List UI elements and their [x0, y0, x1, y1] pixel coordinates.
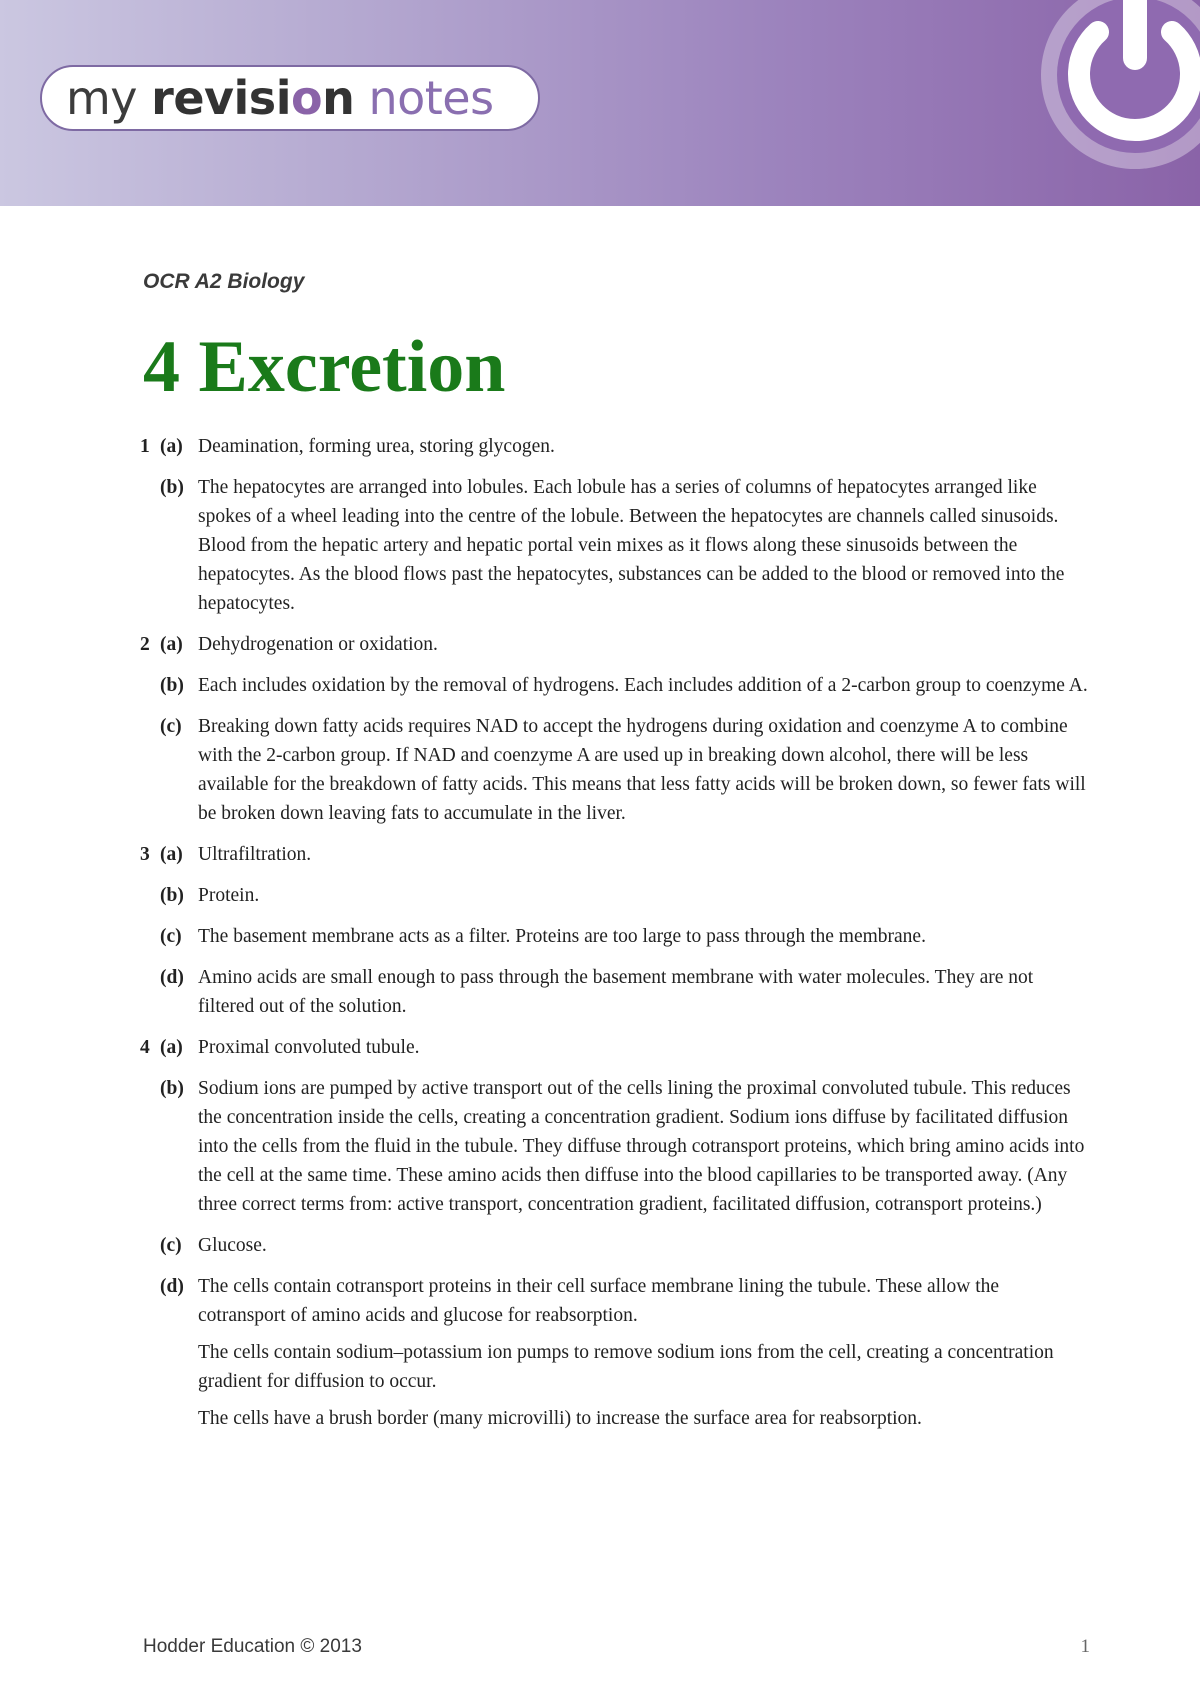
question-part: (a) — [160, 1037, 183, 1058]
question-number — [140, 473, 160, 618]
question-part: (b) — [160, 885, 184, 906]
question-part: (b) — [160, 477, 184, 498]
answer-paragraph: Deamination, forming urea, storing glycogen. — [198, 436, 555, 457]
question-part: (b) — [160, 1078, 184, 1099]
answer-text — [198, 432, 1090, 461]
question-number — [140, 1231, 160, 1260]
answer-item — [140, 963, 1090, 1021]
answer-paragraph: Dehydrogenation or oxidation. — [198, 634, 438, 655]
answer-text — [198, 1033, 1090, 1062]
subject-label: OCR A2 Biology — [143, 270, 305, 293]
question-number: 1 — [140, 436, 150, 457]
answer-paragraph: The cells contain sodium–potassium ion pumps to remove sodium ions from the cell, creating a concentration gradient for diffusion to occur. — [198, 1342, 1054, 1392]
question-number — [140, 671, 160, 700]
answer-text — [198, 840, 1090, 869]
answer-text — [198, 1231, 1090, 1260]
question-number: 4 — [140, 1037, 150, 1058]
footer-page-number: 1 — [1080, 1636, 1090, 1657]
question-number — [140, 712, 160, 828]
answer-paragraph: The cells have a brush border (many microvilli) to increase the surface area for reabsorption. — [198, 1408, 922, 1429]
brand-logo-text — [66, 71, 494, 125]
question-number — [140, 963, 160, 1021]
question-part: (a) — [160, 634, 183, 655]
answer-text — [198, 1272, 1090, 1433]
answer-item — [140, 432, 1090, 461]
answer-item — [140, 840, 1090, 869]
answer-text — [198, 922, 1090, 951]
question-number — [140, 1074, 160, 1219]
answer-text — [198, 671, 1090, 700]
question-part: (a) — [160, 436, 183, 457]
answers-list — [140, 432, 1090, 1445]
brand-logo — [40, 65, 540, 131]
answer-text — [198, 963, 1090, 1021]
logo-word-revision-end: n — [322, 71, 355, 125]
answer-item — [140, 1231, 1090, 1260]
answer-item — [140, 712, 1090, 828]
question-part: (c) — [160, 1235, 182, 1256]
answer-text — [198, 473, 1090, 618]
answer-text — [198, 881, 1090, 910]
answer-item — [140, 1033, 1090, 1062]
answer-paragraph: Glucose. — [198, 1235, 267, 1256]
question-number — [140, 881, 160, 910]
question-part: (b) — [160, 675, 184, 696]
answer-paragraph: Ultrafiltration. — [198, 844, 312, 865]
answer-item — [140, 1272, 1090, 1433]
answer-item — [140, 881, 1090, 910]
logo-power-o — [291, 71, 322, 125]
footer-publisher: Hodder Education © 2013 — [143, 1636, 362, 1657]
question-number: 2 — [140, 634, 150, 655]
answer-paragraph: Each includes oxidation by the removal of hydrogens. Each includes addition of a 2-carbon group to coenzyme A. — [198, 675, 1088, 696]
answer-paragraph: The basement membrane acts as a filter. Proteins are too large to pass through the membrane. — [198, 926, 926, 947]
answer-paragraph: The hepatocytes are arranged into lobules. Each lobule has a series of columns of hepatocytes arranged like spokes of a wheel leading into the centre of the lobule. Between the hepatocytes are channels called sinusoids. Blood from the hepatic artery and hepatic portal vein mixes as it flows along these sinusoids between the hepatocytes. As the blood flows past the hepatocytes, substances can be added to the blood or removed into the hepatocytes. — [198, 477, 1065, 614]
question-part: (d) — [160, 967, 184, 988]
logo-word-notes: notes — [368, 71, 494, 125]
answer-paragraph: Sodium ions are pumped by active transport out of the cells lining the proximal convoluted tubule. This reduces the concentration inside the cells, creating a concentration gradient. Sodium ions diffuse by facilitated diffusion into the cells from the fluid in the tubule. They diffuse through cotransport proteins, which bring amino acids into the cell at the same time. These amino acids then diffuse into the blood capillaries to be transported away. (Any three correct terms from: active transport, concentration gradient, facilitated diffusion, cotransport proteins.) — [198, 1078, 1085, 1215]
question-part: (c) — [160, 716, 182, 737]
answer-paragraph: Amino acids are small enough to pass through the basement membrane with water molecules. They are not filtered out of the solution. — [198, 967, 1034, 1017]
question-part: (d) — [160, 1276, 184, 1297]
answer-text — [198, 630, 1090, 659]
question-number — [140, 1272, 160, 1433]
answer-text — [198, 712, 1090, 828]
answer-item — [140, 630, 1090, 659]
question-number — [140, 922, 160, 951]
page-title: 4 Excretion — [143, 326, 506, 408]
question-part: (c) — [160, 926, 182, 947]
answer-text — [198, 1074, 1090, 1219]
header-banner — [0, 0, 1200, 206]
question-part: (a) — [160, 844, 183, 865]
power-icon — [1040, 0, 1200, 170]
question-number: 3 — [140, 844, 150, 865]
answer-paragraph: Breaking down fatty acids requires NAD to accept the hydrogens during oxidation and coenzyme A to combine with the 2-carbon group. If NAD and coenzyme A are used up in breaking down alcohol, there will be less available for the breakdown of fatty acids. This means that less fatty acids will be broken down, so fewer fats will be broken down leaving fats to accumulate in the liver. — [198, 716, 1086, 824]
answer-item — [140, 1074, 1090, 1219]
logo-letter-o: o — [290, 71, 323, 125]
logo-word-revision-start: revisi — [151, 71, 291, 125]
logo-word-my: my — [66, 71, 138, 125]
answer-item — [140, 473, 1090, 618]
answer-paragraph: Protein. — [198, 885, 260, 906]
answer-item — [140, 922, 1090, 951]
answer-paragraph: Proximal convoluted tubule. — [198, 1037, 420, 1058]
answer-item — [140, 671, 1090, 700]
answer-paragraph: The cells contain cotransport proteins in their cell surface membrane lining the tubule. These allow the cotransport of amino acids and glucose for reabsorption. — [198, 1276, 1000, 1326]
logo-word-revision — [151, 71, 354, 125]
